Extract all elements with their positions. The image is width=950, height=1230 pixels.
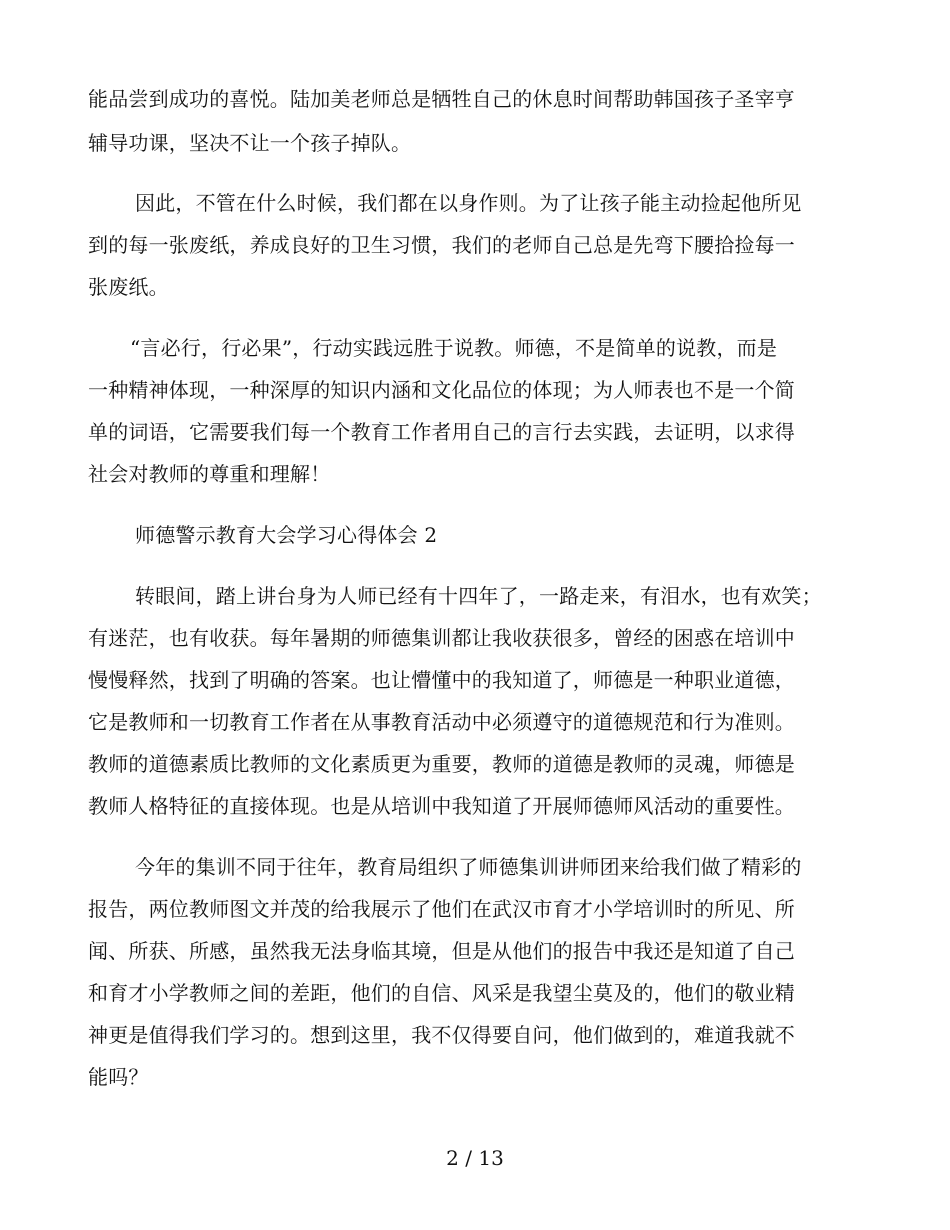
paragraph-line: 单的词语，它需要我们每一个教育工作者用自己的言行去实践，去证明，以求得 bbox=[88, 420, 795, 444]
paragraph-line: 神更是值得我们学习的。想到这里，我不仅得要自问，他们做到的，难道我就不 bbox=[88, 1023, 795, 1047]
paragraph-line: 有迷茫，也有收获。每年暑期的师德集训都让我收获很多，曾经的困惑在培训中 bbox=[88, 626, 795, 650]
paragraph-line: 一种精神体现，一种深厚的知识内涵和文化品位的体现；为人师表也不是一个简 bbox=[88, 378, 795, 402]
paragraph-line: 转眼间，踏上讲台身为人师已经有十四年了，一路走来，有泪水，也有欢笑； bbox=[135, 584, 822, 608]
paragraph-line: 辅导功课，坚决不让一个孩子掉队。 bbox=[88, 131, 412, 155]
paragraph-line: 教师人格特征的直接体现。也是从培训中我知道了开展师德师风活动的重要性。 bbox=[88, 794, 795, 818]
paragraph-line: 到的每一张废纸，养成良好的卫生习惯，我们的老师自己总是先弯下腰拾捡每一 bbox=[88, 233, 795, 257]
paragraph-line: 闻、所获、所感，虽然我无法身临其境，但是从他们的报告中我还是知道了自己 bbox=[88, 939, 795, 963]
paragraph-line: 能品尝到成功的喜悦。陆加美老师总是牺牲自己的休息时间帮助韩国孩子圣宰亨 bbox=[88, 87, 795, 111]
paragraph-line: 和育才小学教师之间的差距，他们的自信、风采是我望尘莫及的，他们的敬业精 bbox=[88, 981, 795, 1005]
paragraph-line: 张废纸。 bbox=[88, 275, 169, 299]
paragraph-line: 它是教师和一切教育工作者在从事教育活动中必须遵守的道德规范和行为准则。 bbox=[88, 710, 795, 734]
paragraph-line: 能吗？ bbox=[88, 1065, 149, 1089]
paragraph-line: “言必行，行必果”，行动实践远胜于说教。师德，不是简单的说教，而是 bbox=[130, 336, 778, 360]
paragraph-line: 社会对教师的尊重和理解！ bbox=[88, 462, 331, 486]
page-number: 2 / 13 bbox=[446, 1146, 504, 1170]
section-heading: 师德警示教育大会学习心得体会 2 bbox=[135, 523, 438, 547]
paragraph-line: 报告，两位教师图文并茂的给我展示了他们在武汉市育才小学培训时的所见、所 bbox=[88, 897, 795, 921]
paragraph-line: 因此，不管在什么时候，我们都在以身作则。为了让孩子能主动捡起他所见 bbox=[135, 191, 802, 215]
paragraph-line: 今年的集训不同于往年，教育局组织了师德集训讲师团来给我们做了精彩的 bbox=[135, 855, 802, 879]
paragraph-line: 教师的道德素质比教师的文化素质更为重要，教师的道德是教师的灵魂，师德是 bbox=[88, 752, 795, 776]
paragraph-line: 慢慢释然，找到了明确的答案。也让懵懂中的我知道了，师德是一种职业道德， bbox=[88, 668, 795, 692]
